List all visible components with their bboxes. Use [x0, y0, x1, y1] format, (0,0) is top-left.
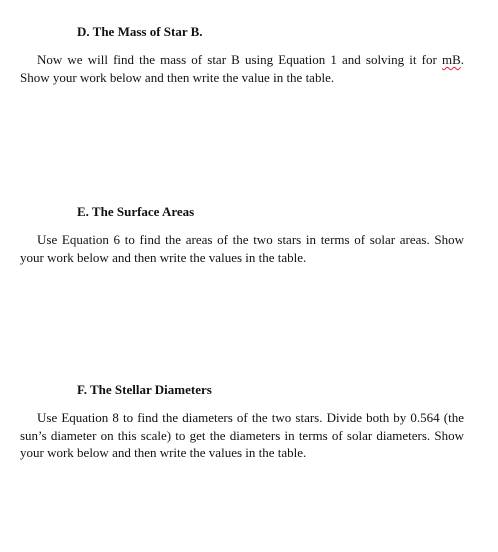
section-e-text: Use Equation 6 to find the areas of the two stars in terms of solar areas. Show your work below and then write the values in the table.: [20, 232, 464, 265]
section-d-paragraph: [20, 51, 464, 86]
spellcheck-flagged-word[interactable]: mB: [441, 52, 461, 67]
section-f-heading: F. The Stellar Diameters: [77, 382, 212, 397]
section-f-paragraph: [20, 409, 464, 462]
section-d-text-end: . Show your work below and then write the value in the table.: [20, 52, 464, 85]
section-d-text-start: Now we will find the mass of star B using Equation 1 and solving it for: [37, 52, 442, 67]
section-e-heading: E. The Surface Areas: [77, 204, 195, 219]
section-e-paragraph: [20, 231, 464, 266]
section-d-heading: D. The Mass of Star B.: [77, 24, 203, 39]
section-f-text: Use Equation 8 to find the diameters of the two stars. Divide both by 0.564 (the sun’s diameter on this scale) to get the diameters in terms of solar diameters. Show your work below and then write the values in the table.: [20, 410, 464, 460]
